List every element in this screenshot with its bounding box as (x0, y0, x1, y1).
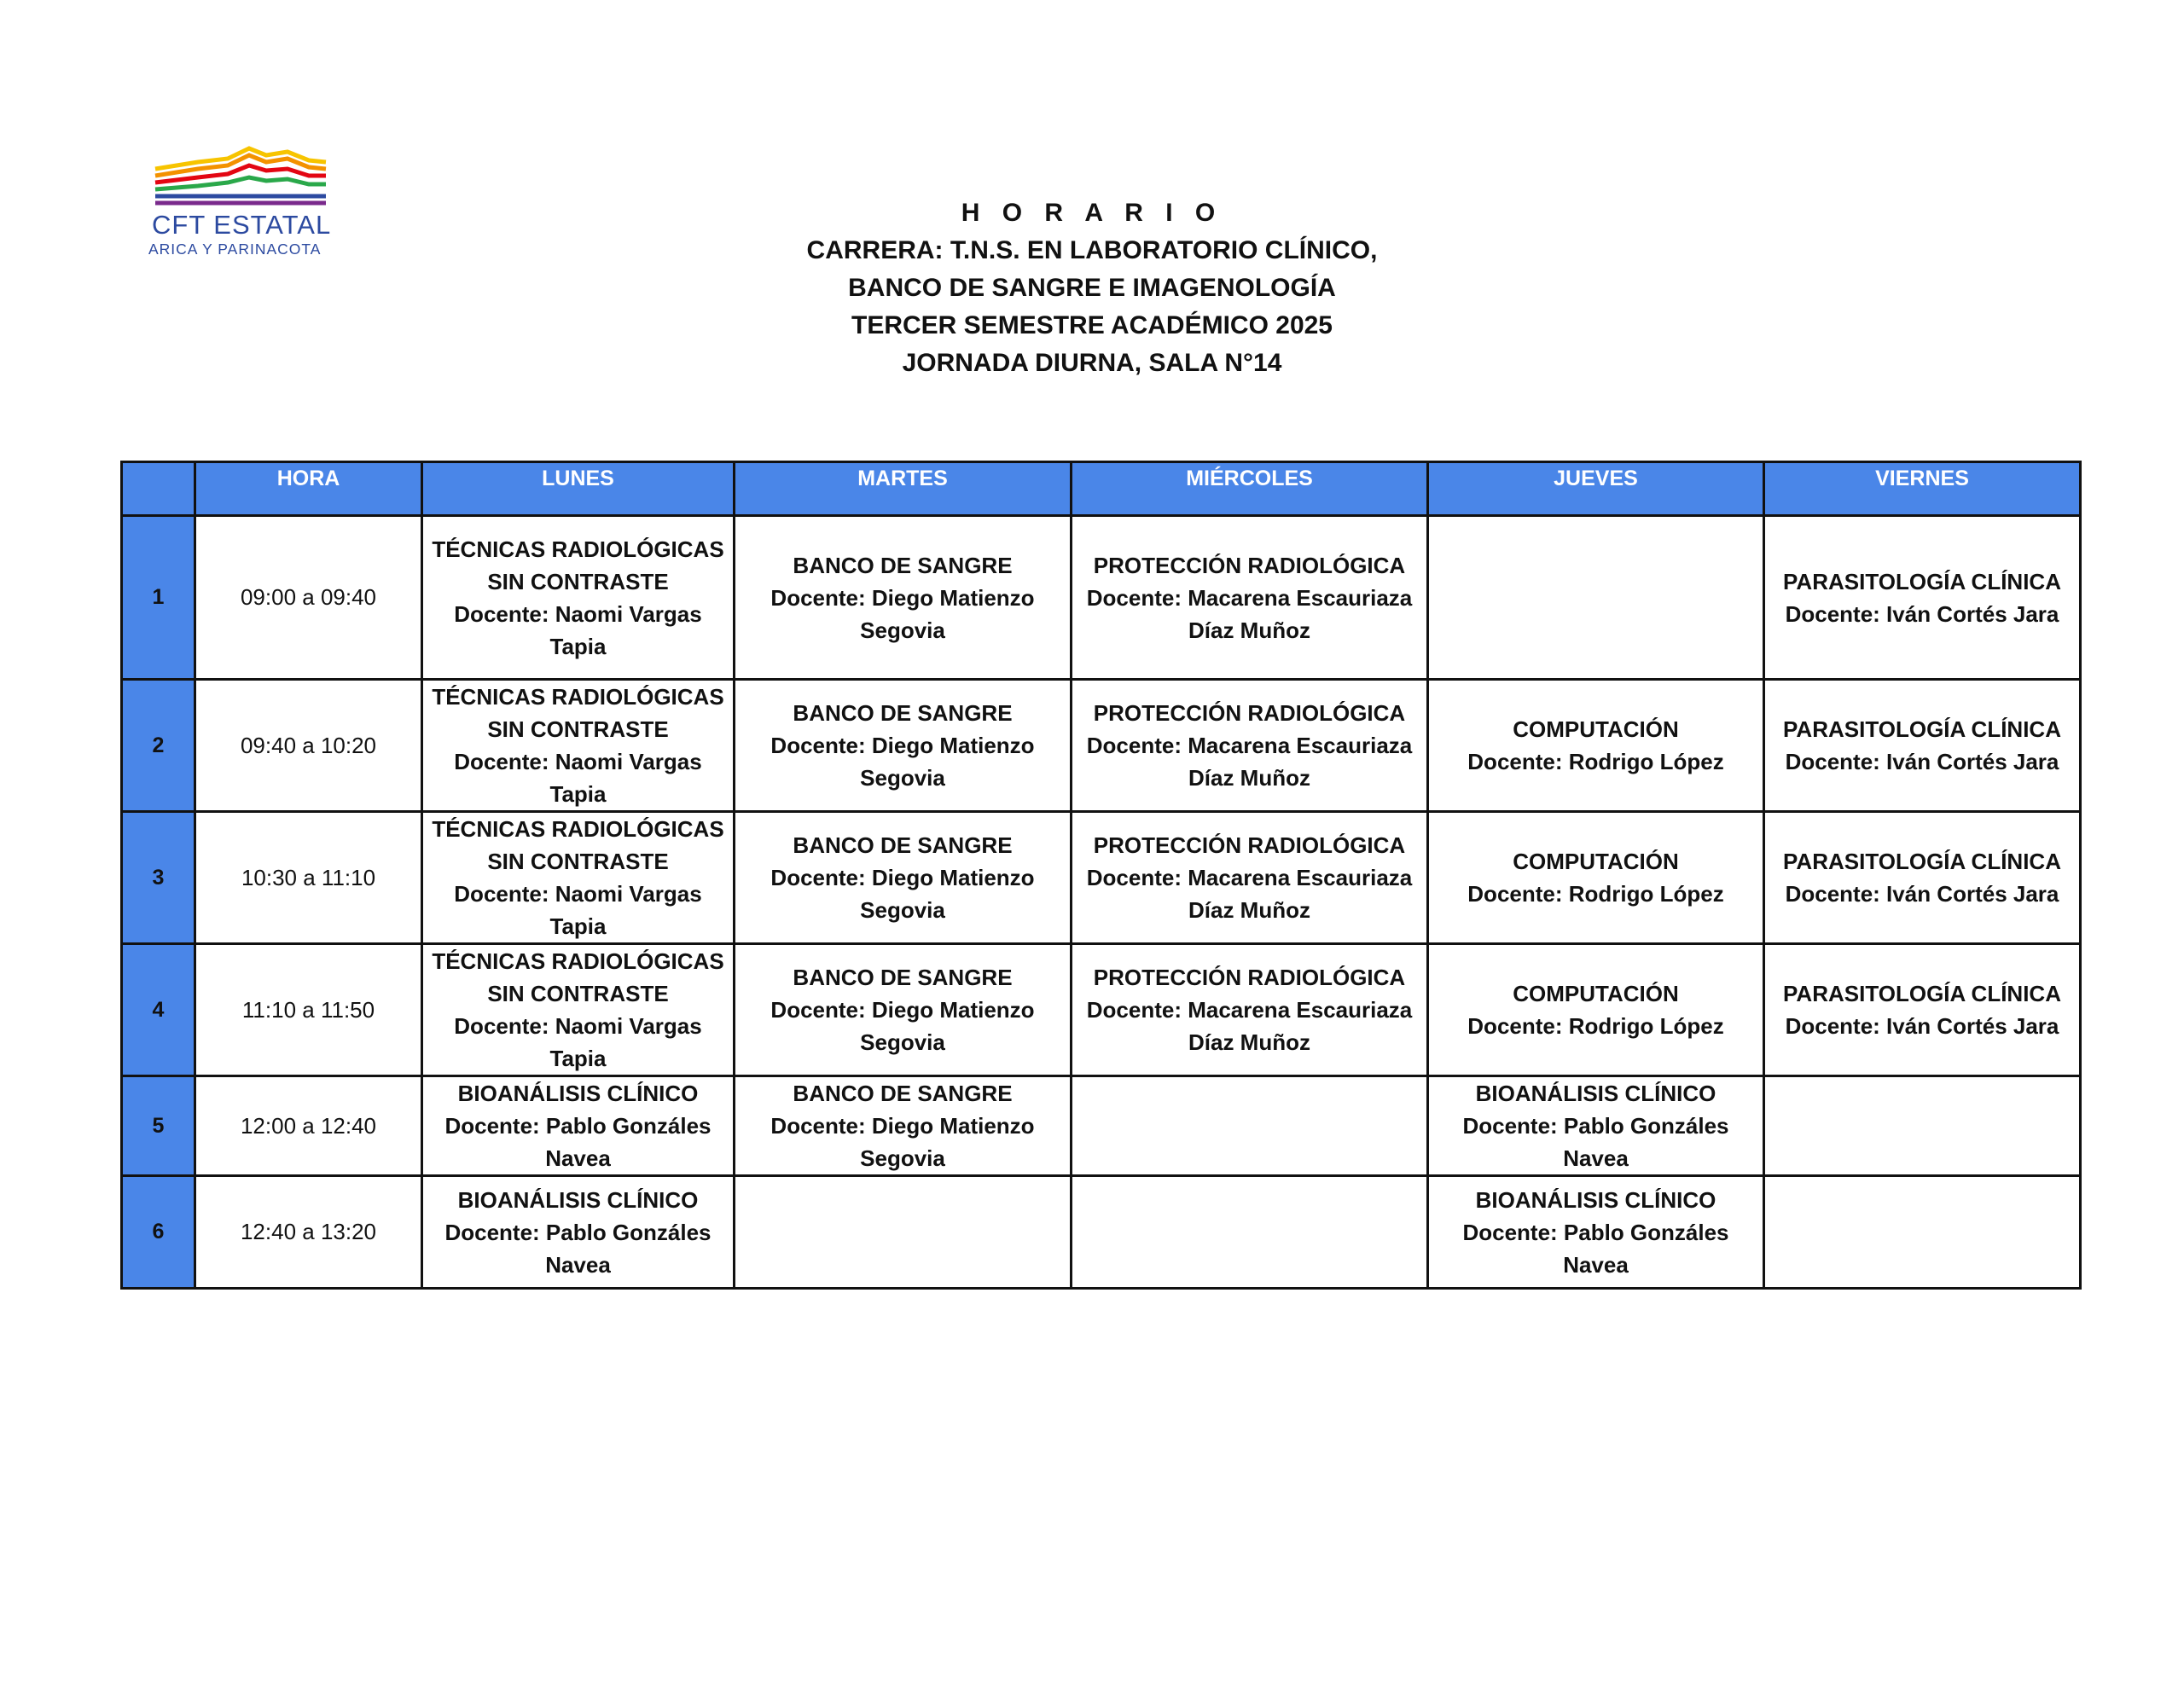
course-name: BANCO DE SANGRE (793, 832, 1013, 858)
logo-name: CFT ESTATAL (152, 210, 332, 240)
course-name: BIOANÁLISIS CLÍNICO (1475, 1081, 1716, 1106)
table-row (122, 516, 2081, 680)
table-row (122, 1076, 2081, 1176)
schedule-cell (1072, 1076, 1428, 1176)
miercoles-header: MIÉRCOLES (1072, 462, 1428, 516)
period-time: 12:00 a 12:40 (195, 1076, 422, 1176)
course-teacher: Docente: Macarena Escauriaza Díaz Muñoz (1086, 733, 1413, 791)
schedule-cell (1428, 944, 1764, 1076)
period-number: 6 (122, 1176, 195, 1289)
course-name: PROTECCIÓN RADIOLÓGICA (1093, 832, 1406, 858)
schedule-cell (735, 516, 1072, 680)
schedule-cell (1072, 944, 1428, 1076)
institution-logo (147, 143, 334, 263)
schedule-cell (735, 1176, 1072, 1289)
course-name: PROTECCIÓN RADIOLÓGICA (1093, 552, 1406, 578)
course-teacher: Docente: Pablo Gonzáles Navea (1462, 1113, 1729, 1171)
schedule-cell (1764, 680, 2081, 812)
course-teacher: Docente: Diego Matienzo Segovia (770, 865, 1035, 923)
course-name: TÉCNICAS RADIOLÓGICAS SIN CONTRASTE (432, 948, 724, 1006)
course-teacher: Docente: Macarena Escauriaza Díaz Muñoz (1086, 997, 1413, 1055)
schedule-cell (1072, 516, 1428, 680)
period-time: 09:40 a 10:20 (195, 680, 422, 812)
schedule-cell (422, 944, 735, 1076)
schedule-cell (1764, 516, 2081, 680)
logo-subtitle: ARICA Y PARINACOTA (148, 241, 322, 258)
course-name: BANCO DE SANGRE (793, 700, 1013, 726)
course-name: COMPUTACIÓN (1513, 716, 1679, 742)
period-number: 5 (122, 1076, 195, 1176)
schedule-cell (1428, 1176, 1764, 1289)
course-name: BIOANÁLISIS CLÍNICO (457, 1186, 699, 1213)
period-time: 11:10 a 11:50 (195, 944, 422, 1076)
schedule-cell (1764, 944, 2081, 1076)
course-name: COMPUTACIÓN (1513, 981, 1679, 1006)
schedule-cell (1764, 1076, 2081, 1176)
period-number: 2 (122, 680, 195, 812)
document-header (665, 194, 1519, 382)
course-teacher: Docente: Macarena Escauriaza Díaz Muñoz (1086, 584, 1413, 643)
mountain-logo-icon (147, 143, 334, 212)
course-teacher: Docente: Iván Cortés Jara (1785, 881, 2059, 907)
course-name: COMPUTACIÓN (1513, 849, 1679, 874)
schedule-cell (735, 944, 1072, 1076)
num-header (122, 462, 195, 516)
course-teacher: Docente: Rodrigo López (1467, 1013, 1724, 1039)
course-teacher: Docente: Diego Matienzo Segovia (770, 1113, 1035, 1171)
course-name: PROTECCIÓN RADIOLÓGICA (1093, 700, 1406, 726)
period-time: 12:40 a 13:20 (195, 1176, 422, 1289)
course-name: PARASITOLOGÍA CLÍNICA (1783, 981, 2061, 1006)
schedule-cell (735, 680, 1072, 812)
table-row (122, 680, 2081, 812)
period-number: 4 (122, 944, 195, 1076)
schedule-cell (1428, 812, 1764, 944)
semester-line: TERCER SEMESTRE ACADÉMICO 2025 (851, 311, 1333, 339)
schedule-cell (1072, 812, 1428, 944)
course-teacher: Docente: Iván Cortés Jara (1785, 1013, 2059, 1039)
course-teacher: Docente: Pablo Gonzáles Navea (444, 1219, 712, 1278)
schedule-cell (735, 812, 1072, 944)
schedule-table (120, 461, 2082, 1290)
career-line-2: BANCO DE SANGRE E IMAGENOLOGÍA (848, 274, 1336, 302)
course-teacher: Docente: Macarena Escauriaza Díaz Muñoz (1086, 865, 1413, 923)
course-name: TÉCNICAS RADIOLÓGICAS SIN CONTRASTE (432, 684, 724, 742)
schedule-cell (422, 1076, 735, 1176)
schedule-cell (1428, 680, 1764, 812)
schedule-cell (1072, 1176, 1428, 1289)
course-name: BANCO DE SANGRE (793, 965, 1013, 990)
schedule-cell (1764, 1176, 2081, 1289)
course-name: PROTECCIÓN RADIOLÓGICA (1093, 965, 1406, 990)
course-teacher: Docente: Naomi Vargas Tapia (454, 749, 702, 807)
course-teacher: Docente: Iván Cortés Jara (1785, 749, 2059, 774)
course-name: BANCO DE SANGRE (793, 1081, 1013, 1106)
course-teacher: Docente: Rodrigo López (1467, 881, 1724, 907)
course-teacher: Docente: Iván Cortés Jara (1785, 600, 2059, 627)
table-header-row (122, 462, 2081, 516)
course-teacher: Docente: Pablo Gonzáles Navea (444, 1113, 712, 1171)
table-row (122, 944, 2081, 1076)
course-teacher: Docente: Diego Matienzo Segovia (770, 733, 1035, 791)
document-title: H O R A R I O (961, 199, 1223, 227)
course-name: BIOANÁLISIS CLÍNICO (1475, 1186, 1716, 1213)
course-name: TÉCNICAS RADIOLÓGICAS SIN CONTRASTE (432, 536, 724, 594)
course-teacher: Docente: Diego Matienzo Segovia (770, 584, 1035, 643)
schedule-cell (735, 1076, 1072, 1176)
period-number: 1 (122, 516, 195, 680)
lunes-header: LUNES (422, 462, 735, 516)
viernes-header: VIERNES (1764, 462, 2081, 516)
session-line: JORNADA DIURNA, SALA N°14 (902, 349, 1282, 377)
schedule-cell (1428, 1076, 1764, 1176)
course-teacher: Docente: Rodrigo López (1467, 749, 1724, 774)
schedule-cell (1428, 516, 1764, 680)
jueves-header: JUEVES (1428, 462, 1764, 516)
course-teacher: Docente: Pablo Gonzáles Navea (1462, 1219, 1729, 1278)
course-teacher: Docente: Naomi Vargas Tapia (454, 1013, 702, 1071)
course-teacher: Docente: Naomi Vargas Tapia (454, 881, 702, 939)
course-teacher: Docente: Diego Matienzo Segovia (770, 997, 1035, 1055)
career-line: CARRERA: T.N.S. EN LABORATORIO CLÍNICO, (806, 236, 1378, 264)
schedule-cell (422, 812, 735, 944)
course-name: BIOANÁLISIS CLÍNICO (457, 1081, 699, 1106)
course-name: PARASITOLOGÍA CLÍNICA (1783, 568, 2061, 594)
hora-header: HORA (195, 462, 422, 516)
course-teacher: Docente: Naomi Vargas Tapia (454, 600, 702, 659)
course-name: BANCO DE SANGRE (793, 552, 1013, 578)
course-name: PARASITOLOGÍA CLÍNICA (1783, 849, 2061, 874)
table-row (122, 1176, 2081, 1289)
schedule-cell (1764, 812, 2081, 944)
schedule-cell (1072, 680, 1428, 812)
period-time: 10:30 a 11:10 (195, 812, 422, 944)
schedule-cell (422, 516, 735, 680)
schedule-cell (422, 1176, 735, 1289)
table-row (122, 812, 2081, 944)
period-number: 3 (122, 812, 195, 944)
martes-header: MARTES (735, 462, 1072, 516)
period-time: 09:00 a 09:40 (195, 516, 422, 680)
course-name: PARASITOLOGÍA CLÍNICA (1783, 716, 2061, 742)
schedule-cell (422, 680, 735, 812)
course-name: TÉCNICAS RADIOLÓGICAS SIN CONTRASTE (432, 816, 724, 874)
